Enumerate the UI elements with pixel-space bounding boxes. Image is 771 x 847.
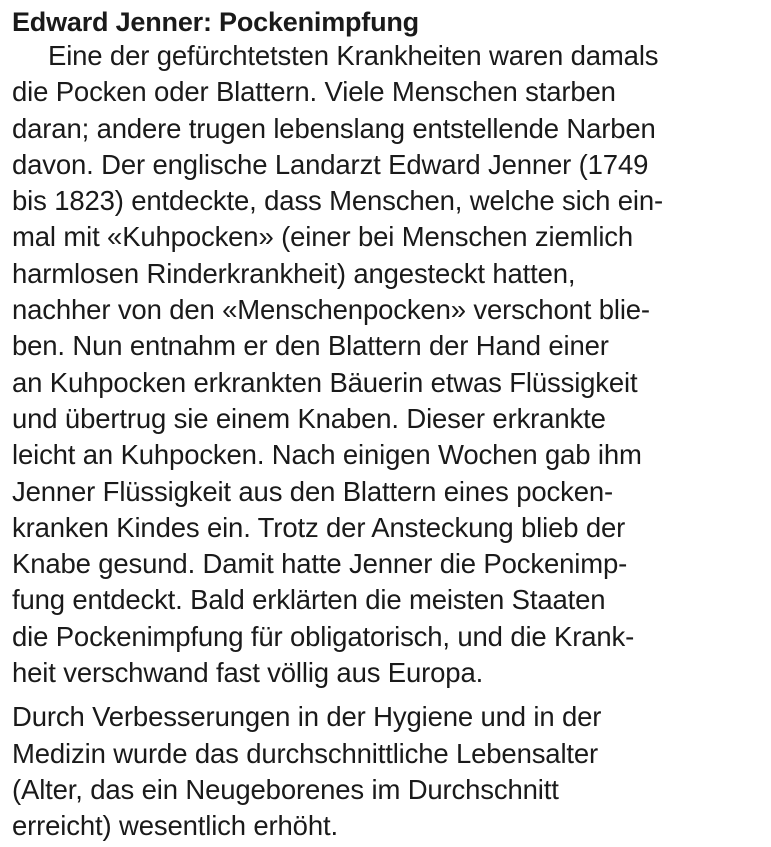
text-line: erreicht) wesentlich erhöht. — [12, 810, 338, 842]
text-line: (Alter, das ein Neugeborenes im Durchschnitt — [12, 773, 559, 805]
text-line: bis 1823) entdeckte, dass Menschen, welche sich ein- — [12, 185, 664, 217]
text-line: leicht an Kuhpocken. Nach einigen Wochen gab ihm — [12, 439, 642, 471]
text-line: heit verschwand fast völlig aus Europa. — [12, 657, 484, 689]
text-line: Medizin wurde das durchschnittliche Lebensalter — [12, 737, 599, 769]
text-line: mal mit «Kuhpocken» (einer bei Menschen ziemlich — [12, 221, 634, 253]
text-line: kranken Kindes ein. Trotz der Ansteckung blieb der — [12, 511, 626, 543]
article-title: Edward Jenner: Pockenimpfung — [12, 7, 419, 37]
text-line: die Pockenimpfung für obligatorisch, und die Krank- — [12, 620, 635, 652]
text-line: nachher von den «Menschenpocken» verschont blie- — [12, 294, 650, 326]
text-line: daran; andere trugen lebenslang entstellende Narben — [12, 112, 656, 144]
text-line: ben. Nun entnahm er den Blattern der Hand einer — [12, 330, 609, 362]
text-line: und übertrug sie einem Knaben. Dieser erkrankte — [12, 402, 606, 434]
paragraph-life-expectancy — [12, 699, 762, 844]
text-line: Durch Verbesserungen in der Hygiene und in der — [12, 701, 602, 733]
text-line: Jenner Flüssigkeit aus den Blattern eines pocken- — [12, 475, 614, 507]
text-line: Eine der gefürchtetsten Krankheiten waren damals — [48, 40, 659, 71]
text-line: an Kuhpocken erkrankten Bäuerin etwas Flüssigkeit — [12, 366, 638, 398]
text-line: die Pocken oder Blattern. Viele Menschen starben — [12, 76, 616, 108]
text-line: harmlosen Rinderkrankheit) angesteckt hatten, — [12, 257, 576, 289]
text-line: davon. Der englische Landarzt Edward Jenner (1749 — [12, 148, 649, 180]
article — [12, 6, 762, 845]
text-line: fung entdeckt. Bald erklärten die meisten Staaten — [12, 584, 606, 616]
text-line: Knabe gesund. Damit hatte Jenner die Pockenimp- — [12, 548, 628, 580]
paragraph-jenner — [12, 38, 762, 691]
